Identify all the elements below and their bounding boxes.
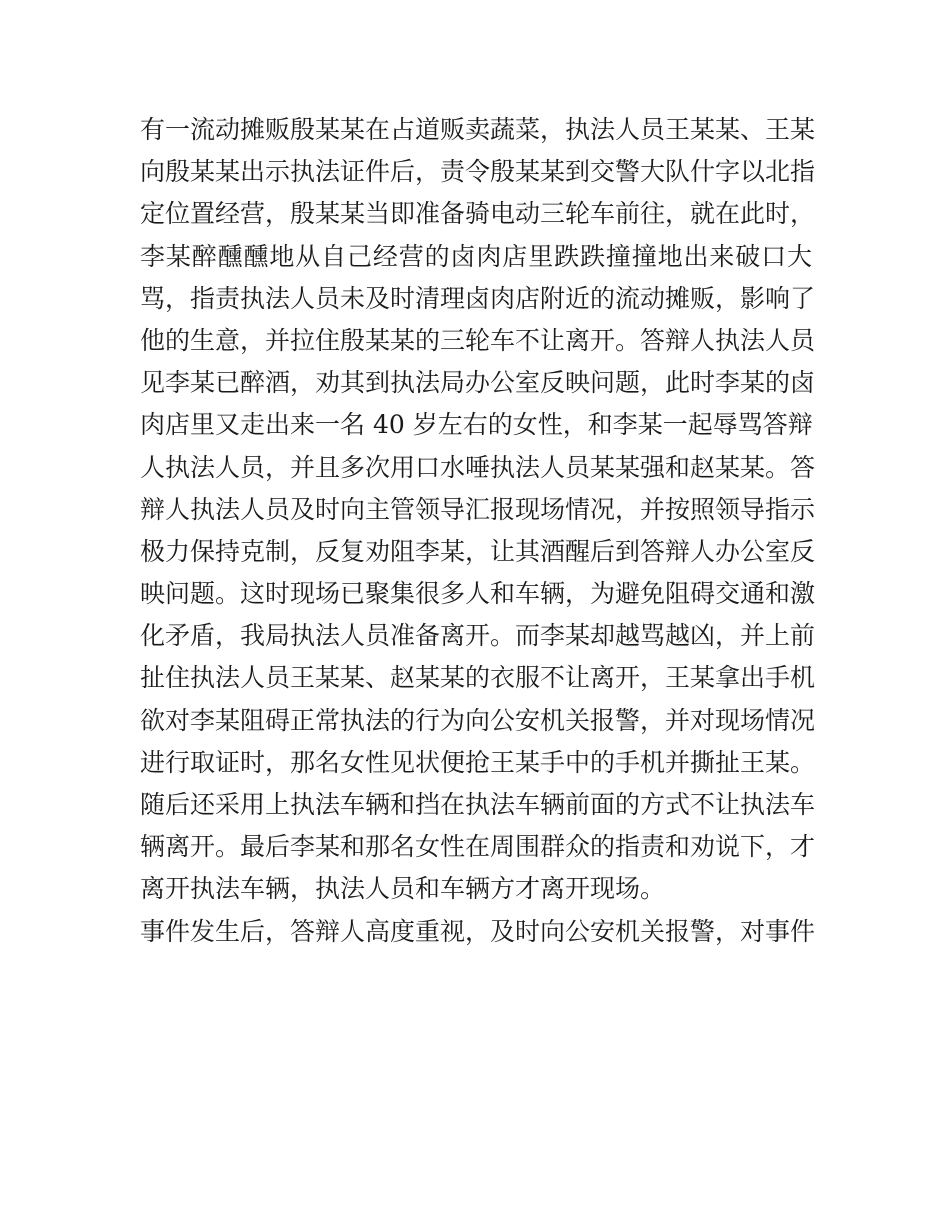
text-line: 极力保持克制，反复劝阻李某，让其酒醒后到答辩人办公室反	[140, 536, 816, 566]
text-line: 化矛盾，我局执法人员准备离开。而李某却越骂越凶，并上前	[140, 621, 816, 651]
text-line: 见李某已醉酒，劝其到执法局办公室反映问题，此时李某的卤	[140, 368, 816, 398]
text-line: 欲对李某阻碍正常执法的行为向公安机关报警，并对现场情况	[140, 705, 816, 735]
text-line: 辩人执法人员及时向主管领导汇报现场情况，并按照领导指示	[140, 494, 816, 524]
text-line: 随后还采用上执法车辆和挡在执法车辆前面的方式不让执法车	[140, 790, 816, 819]
text-line: 映问题。这时现场已聚集很多人和车辆，为避免阻碍交通和激	[140, 579, 816, 609]
body-text	[140, 109, 816, 953]
text-line: 有一流动摊贩殷某某在占道贩卖蔬菜，执法人员王某某、王某	[140, 115, 816, 144]
text-line: 事件发生后，答辩人高度重视，及时向公安机关报警，对事件	[140, 916, 816, 946]
text-line: 离开执法车辆，执法人员和车辆方才离开现场。	[140, 874, 666, 904]
text-line: 进行取证时，那名女性见状便抢王某手中的手机并撕扯王某。	[140, 747, 816, 777]
text-line: 他的生意，并拉住殷某某的三轮车不让离开。答辩人执法人员	[140, 325, 816, 355]
text-line: 辆离开。最后李某和那名女性在周围群众的指责和劝说下，才	[140, 832, 816, 862]
text-line: 肉店里又走出来一名 40 岁左右的女性，和李某一起辱骂答辩	[140, 410, 813, 440]
text-line: 扯住执法人员王某某、赵某某的衣服不让离开，王某拿出手机	[140, 663, 816, 693]
text-line: 人执法人员，并且多次用口水唾执法人员某某强和赵某某。答	[140, 452, 816, 482]
text-line: 骂，指责执法人员未及时清理卤肉店附近的流动摊贩，影响了	[140, 283, 816, 313]
text-line: 向殷某某出示执法证件后，责令殷某某到交警大队什字以北指	[140, 157, 816, 187]
text-line: 李某醉醺醺地从自己经营的卤肉店里跌跌撞撞地出来破口大	[140, 241, 812, 271]
text-line: 定位置经营，殷某某当即准备骑电动三轮车前往，就在此时，	[140, 199, 816, 229]
